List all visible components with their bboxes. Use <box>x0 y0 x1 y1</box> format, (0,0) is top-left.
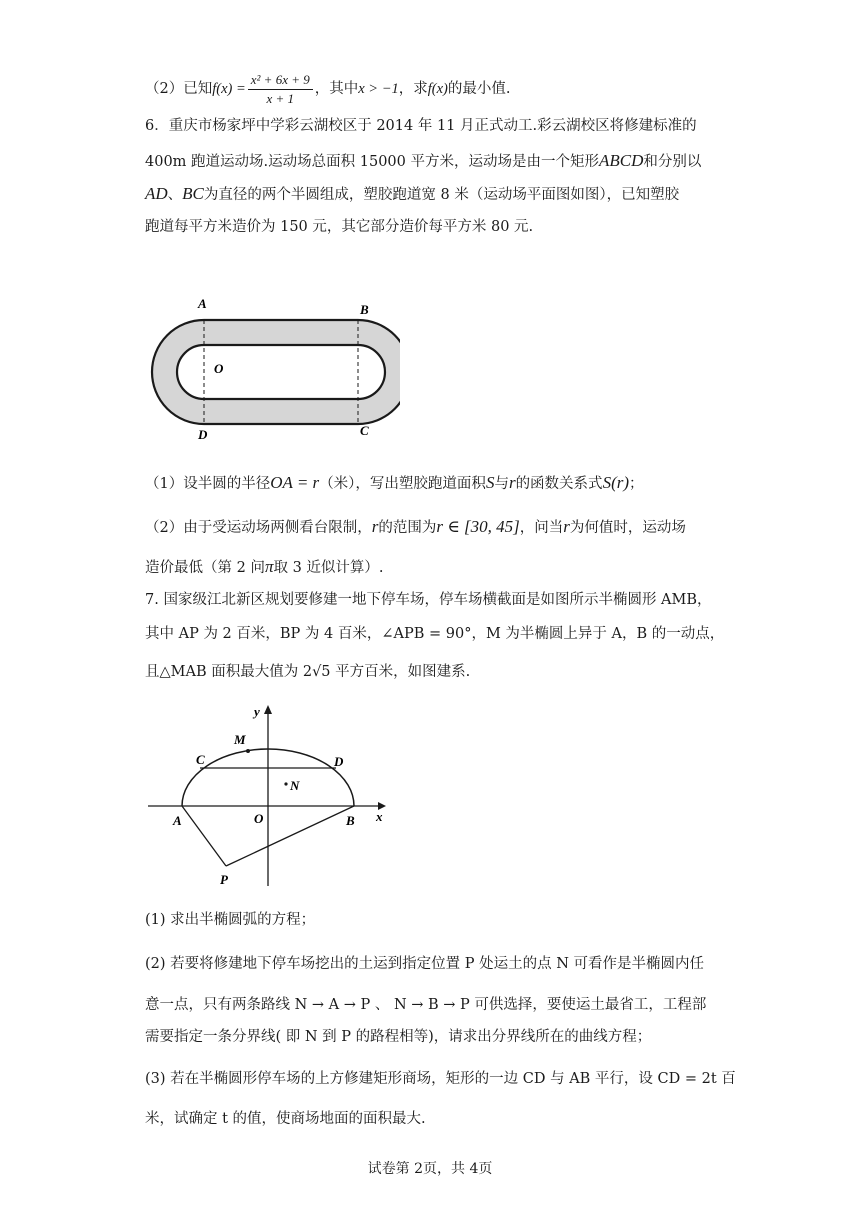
q6-p2-line2b: 取 3 近似计算）. <box>273 560 384 576</box>
q5-middle: ，其中 <box>314 81 359 98</box>
q5-part2 <box>145 72 511 106</box>
q6-line2 <box>145 151 701 171</box>
q6-p1-sr: S(r) <box>602 473 630 492</box>
q6-p1-r: r <box>508 473 516 492</box>
label-c: C <box>196 752 205 767</box>
q7-part3-line1: (3) 若在半椭圆形停车场的上方修建矩形商场，矩形的一边 CD 与 AB 平行，设 CD = 2t 百 <box>145 1071 736 1087</box>
track-figure <box>140 290 400 450</box>
ellipse-figure <box>140 700 400 890</box>
q5-fraction <box>248 72 313 106</box>
q6-p2-r2: r <box>563 517 570 536</box>
q6-bc: BC <box>182 184 204 203</box>
q6-p1-oa: OA = r <box>270 473 320 492</box>
q6-abcd: ABCD <box>599 151 644 170</box>
q6-p1-a: （1）设半圆的半径 <box>145 476 271 492</box>
q7-part1: (1) 求出半椭圆弧的方程； <box>145 912 316 928</box>
q6-p2-pi: π <box>264 557 274 576</box>
q6-line1: 6．重庆市杨家坪中学彩云湖校区于 2014 年 11 月正式动工.彩云湖校区将修建标准的 <box>145 118 697 134</box>
q6-p1-d: 的函数关系式 <box>515 476 603 492</box>
label-m: M <box>234 732 246 747</box>
label-a: A <box>173 813 182 828</box>
q6-line3-tail: 为直径的两个半圆组成，塑胶跑道宽 8 米（运动场平面图如图），已知塑胶 <box>203 187 680 203</box>
q7-part3-line2: 米，试确定 t 的值，使商场地面的面积最大. <box>145 1111 426 1127</box>
label-b: B <box>346 813 355 828</box>
q6-part2-line2 <box>145 557 384 577</box>
q6-line2-tail: 和分别以 <box>643 154 702 170</box>
q6-p1-b: （米），写出塑胶跑道面积 <box>319 476 486 492</box>
q6-line4: 跑道每平方米造价为 150 元，其它部分造价每平方米 80 元. <box>145 219 534 235</box>
q6-sep: 、 <box>167 187 183 203</box>
label-p: P <box>220 872 228 887</box>
q7-part2-line3: 需要指定一条分界线( 即 N 到 P 的路程相等)，请求出分界线所在的曲线方程； <box>145 1029 652 1045</box>
q6-p2-d: 为何值时，运动场 <box>569 520 686 536</box>
q6-p1-s: S <box>485 473 495 492</box>
track-inner <box>177 345 385 399</box>
q5-condition: x > −1 <box>358 81 399 98</box>
label-d: D <box>198 427 208 442</box>
segment-ap <box>182 806 226 866</box>
q7-line1: 7. 国家级江北新区规划要修建一地下停车场，停车场横截面是如图所示半椭圆形 AMB， <box>145 592 712 608</box>
label-y: y <box>254 704 260 719</box>
label-b: B <box>360 302 369 317</box>
q6-line3 <box>145 184 679 204</box>
page-footer: 试卷第 2页，共 4页 <box>367 1161 493 1177</box>
y-arrow <box>264 705 272 714</box>
q5-prefix: （2）已知 <box>145 81 213 98</box>
q6-part2 <box>145 517 686 537</box>
q5-func: f(x) = <box>212 81 246 98</box>
label-a: A <box>198 296 207 311</box>
q7-line2: 其中 AP 为 2 百米，BP 为 4 百米，∠APB = 90°，M 为半椭圆上异于 A，B 的一动点， <box>145 626 725 642</box>
q7-part2-line2: 意一点，只有两条路线 N → A → P 、 N → B → P 可供选择，要使运土最省工，工程部 <box>145 997 707 1013</box>
point-n <box>284 782 287 785</box>
label-o: O <box>254 811 264 826</box>
q5-tail1: ，求 <box>398 81 428 98</box>
q6-p2-c: ，问当 <box>519 520 564 536</box>
q6-p1-e: ； <box>629 476 644 492</box>
q7-line3: 且△MAB 面积最大值为 2√5 平方百米，如图建系. <box>145 664 471 680</box>
q6-p2-range: r ∈ [30, 45] <box>436 517 520 536</box>
q5-denominator: x + 1 <box>266 90 295 106</box>
q6-ad: AD <box>145 184 168 203</box>
q6-p2-b: 的范围为 <box>378 520 437 536</box>
q6-p2-line2a: 造价最低（第 2 问 <box>145 560 265 576</box>
label-o: O <box>214 361 224 376</box>
q5-tail2: 的最小值. <box>447 81 511 98</box>
q6-line2-text: 400m 跑道运动场.运动场总面积 15000 平方米，运动场是由一个矩形 <box>145 154 599 170</box>
label-c: C <box>360 423 369 438</box>
q5-numerator: x² + 6x + 9 <box>248 72 313 90</box>
q6-p2-r1: r <box>371 517 379 536</box>
q6-p1-c: 与 <box>494 476 509 492</box>
q6-part1 <box>145 473 644 493</box>
label-d: D <box>334 754 344 769</box>
segment-bp <box>226 806 354 866</box>
q7-part2-line1: (2) 若要将修建地下停车场挖出的土运到指定位置 P 处运土的点 N 可看作是半椭圆内任 <box>145 956 705 972</box>
q6-p2-a: （2）由于受运动场两侧看台限制， <box>145 520 372 536</box>
label-n: N <box>290 778 300 793</box>
q5-fx: f(x) <box>427 81 448 98</box>
label-x: x <box>376 809 383 824</box>
point-m <box>246 749 250 753</box>
